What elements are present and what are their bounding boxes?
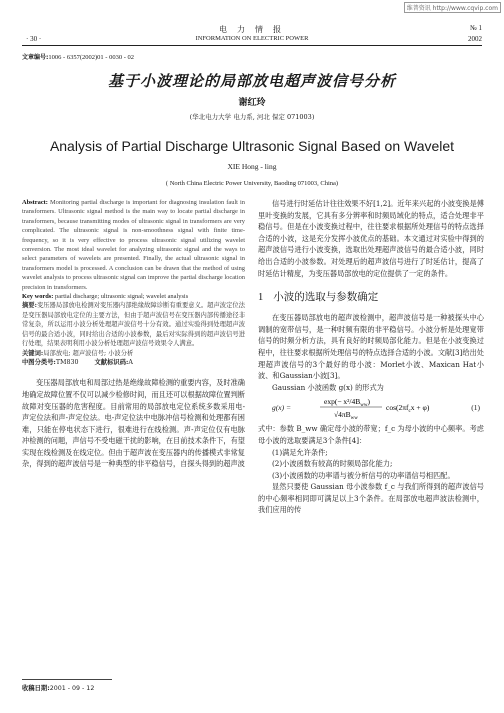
watermark[interactable]: 维普资讯 http://www.cqvip.com <box>404 2 501 13</box>
header-rule <box>22 45 482 46</box>
keywords-en <box>22 292 245 301</box>
issue-number: № 1 <box>470 24 482 32</box>
condition-item: (3)小波函数的功率谱与被分析信号的功率谱信号相匹配。 <box>272 470 455 480</box>
clc-label: 中图分类号: <box>22 358 56 366</box>
year: 2002 <box>468 35 482 43</box>
section-heading <box>258 289 484 304</box>
article-number-value: 1006 - 6357(2002)01 - 0030 - 02 <box>48 54 134 61</box>
author-en: XIE Hong - ling <box>227 162 277 171</box>
page-number: · 30 · <box>26 35 42 43</box>
abstract-en-label: Abstract: <box>22 199 48 206</box>
closing-paragraph: 显然只要使 Gaussian 母小波参数 f_c 与我们所得到的超声波信号的中心频率相同即可满足以上3个条件。在局部放电超声波法检测中，我们应用的传 <box>258 482 484 515</box>
left-column <box>22 198 245 470</box>
intro-paragraph: 变压器局部放电和局部过热是绝缘故障检测的重要内容，及时准确地确定故障位置不仅可以减少检修时间，而且还可以根据故障位置判断故障对变压器的危害程度。目前常用的局部放电定位系统多数采用电-声定位法和声-声定位法。电-声定位法中电脉冲信号检测和处理都有困难，只能在停电状态下进行，很难进行在线检测。声-声定位仅有电脉冲检测的问题，声信号不受电磁干扰的影响，在目前技术条件下，有望实现在线检测及在线定位。但由于超声波在变压器内的传播模式非常复杂，得到的超声波信号是一种典型的非平稳信号，自探头得到的超声波 <box>22 378 245 469</box>
equation-explanation: 式中：参数 B_ww 确定母小波的带宽；f_c 为母小波的中心频率。考虑母小波的选取要满足3个条件[4]： <box>258 424 484 445</box>
intro-paragraph-cont: 信号进行时延估计往往效果不好[1,2]。近年来兴起的小波变换是傅里叶变换的发展，它具有多分辨率和时频局域化的特点，适合处理非平稳信号。但是在小波变换过程中，往往要求根据所处理信号的特点选择合适的小波，这是充分发挥小波优点的基础。本文通过对实验中得到的超声波信号进行小波变换，选取出处理超声波信号的最合适小波，同时给出合适的小波参数。对处理后的超声波信号进行了时延估计，提高了时延估计精度，为变压器局部放电的定位提供了一定的条件。 <box>258 199 484 278</box>
abstract-en <box>22 198 245 292</box>
abstract-en-text: Monitoring partial discharge is important for diagnosing insulation fault in transformers. Ultrasonic signal method is the main way to locate partial discharge in transformers, because transmitting modes of ultrasonic signal in transformers are very complicated. The ultrasonic signal is non-smoothness signal with finite time-frequency, so it is very effective to process ultrasonic signal utilizing wavelet conversion. The most ideal wavelet for analyzing ultrasonic signal and the ways to select parameters of wavelets are presented. Finally, the actual ultrasonic signal in transformers model is processed. A conclusion can be drawn that the method of using wavelet analysis to process ultrasonic signal can improve the partial discharge location precision in transformers. <box>22 199 245 291</box>
article-number <box>22 52 134 61</box>
classification <box>22 358 245 367</box>
right-column <box>258 198 484 516</box>
condition-item: (1)满足允许条件; <box>272 447 328 457</box>
eq-numerator: $\exp(- x^2/4B_{ww})$ <box>324 397 371 409</box>
article-number-label: 文章编号: <box>22 54 49 61</box>
equation-number: (1) <box>471 403 480 413</box>
abstract-cn-label: 摘要: <box>22 302 37 310</box>
equation-lhs: g(x) = <box>272 403 292 413</box>
doc-code-value: A <box>128 358 133 366</box>
title-cn: 基于小波理论的局部放电超声波信号分析 <box>107 72 396 90</box>
eq-denominator: $√4\pi B_{ww}$ <box>334 410 358 422</box>
abstract-cn <box>22 301 245 348</box>
keywords-cn-text: 局部放电; 超声波信号; 小波分析 <box>43 349 134 357</box>
keywords-en-text: partial discharge; ultrasonic signal; wavelet analysis <box>55 293 189 301</box>
equation-formula <box>308 395 458 421</box>
affiliation-en: ( North China Electric Power University, Baoding 071003, China) <box>165 180 339 187</box>
doc-code-label: 文献标识码: <box>94 358 129 366</box>
received-value: 2001 - 09 - 12 <box>49 685 95 692</box>
section-paragraph: 在变压器局部放电的超声波检测中，超声波信号是一种被探头中心调制的宽带信号，是一种时频有限的非平稳信号。小波分析是处理宽带信号的时频分析方法，具有良好的时频局部化能力。但是在小波变换过程中，往往要求根据所处理信号的特点选择合适的小波。文献[3]给出处理超声波信号的3个最好的母小波：Morlet小波、Maxican Hat小波、和Gaussian小波[3]。 <box>258 313 484 381</box>
author-cn: 谢红玲 <box>238 98 266 108</box>
keywords-cn-label: 关键词: <box>22 349 44 357</box>
condition-item: (2)小波函数有较高的时频局部化能力; <box>272 459 393 469</box>
journal-name-en: INFORMATION ON ELECTRIC POWER <box>195 35 309 42</box>
eq-cosine: $\cos(2\pi f_cx + \varphi)$ <box>386 403 430 415</box>
keywords-cn <box>22 349 245 358</box>
abstract-cn-text: 变压器局部放电检测对变压器内部绝缘故障诊断有重要意义。超声波定位法是变压器局部放电定位的主要方法，但由于超声波信号在变压器内部传播途径非常复杂，所以运用小波分析处理超声波信号十分有效。通过实验得到处理超声波信号的最合适小波，同时给出合适的小波参数，最后对实际得到的超声波信号进行处理，结果表明利用小波分析处理超声波信号效果令人满意。 <box>22 302 245 348</box>
title-en: Analysis of Partial Discharge Ultrasonic Signal Based on Wavelet <box>49 138 455 154</box>
equation-intro: Gaussian 小波函数 g(x) 的形式为 <box>272 382 384 392</box>
received-label: 收稿日期: <box>22 685 50 692</box>
clc-value: TM830 <box>55 358 79 366</box>
affiliation-cn: (华北电力大学 电力系, 河北 保定 071003) <box>189 113 315 121</box>
conditions-list <box>258 447 484 482</box>
received-date <box>22 683 94 692</box>
journal-name-cn: 电 力 情 报 <box>219 25 285 34</box>
footnote-rule <box>22 679 112 680</box>
equation-1 <box>258 395 484 421</box>
section-number: 1 <box>258 292 264 304</box>
section-title: 小波的选取与参数确定 <box>273 291 379 304</box>
keywords-en-label: Key words: <box>22 293 54 301</box>
